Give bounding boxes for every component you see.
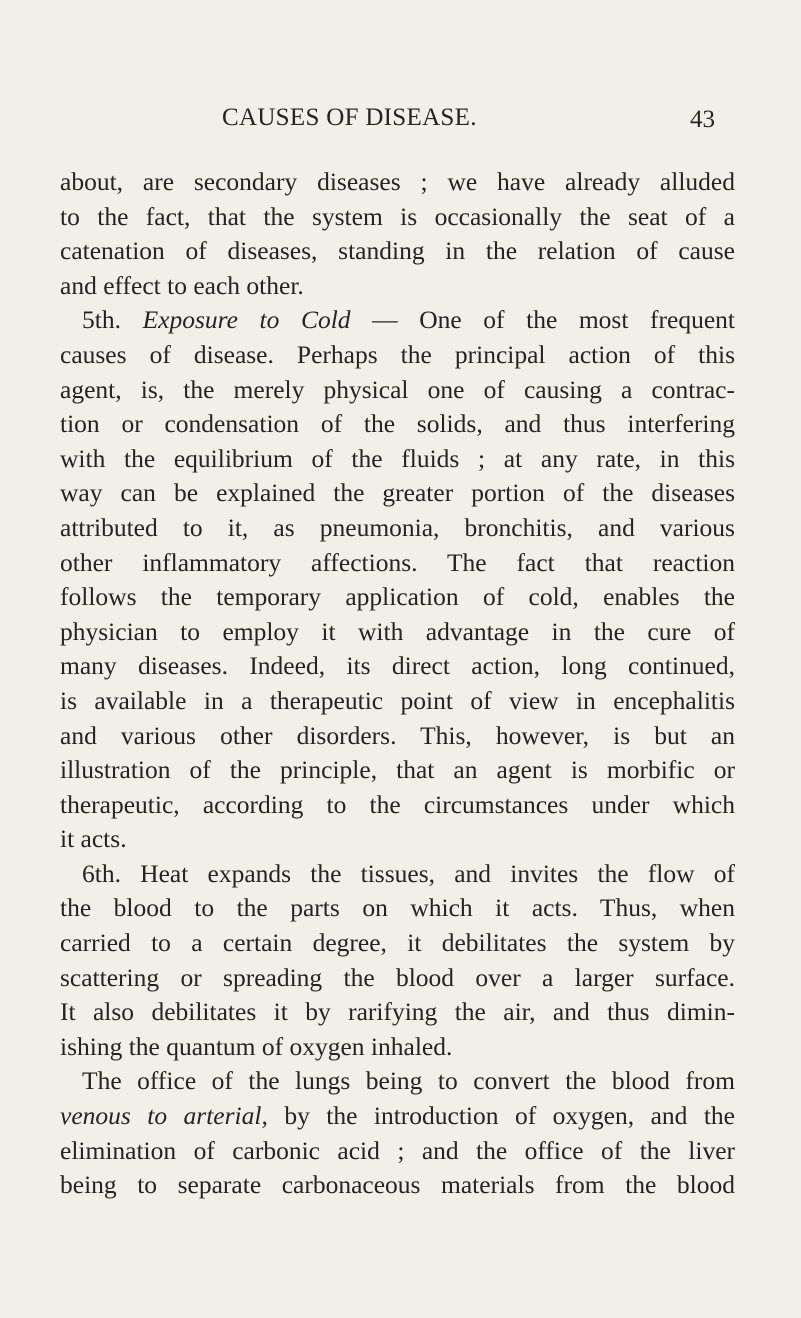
text-line: catenation of diseases, standing in the relation of cause [60, 236, 735, 266]
text-line-heat: 6th. Heat expands the tissues, and invites the flow of [82, 858, 735, 888]
text-line: tion or condensation of the solids, and thus interfering [60, 409, 735, 439]
text-line: other inflammatory affections. The fact that reaction [60, 547, 735, 577]
text-line: causes of disease. Perhaps the principal action of this [60, 339, 735, 369]
text-line: and various other disorders. This, however, is but an [60, 720, 735, 750]
text-line: therapeutic, according to the circumstances under which [60, 789, 735, 819]
text-line: way can be explained the greater portion of the diseases [60, 478, 735, 508]
page-header [0, 104, 801, 138]
text-line: it acts. [60, 824, 127, 854]
text-line: about, are secondary diseases ; we have already alluded [60, 167, 735, 196]
text-span: — One of the most frequent [350, 305, 735, 335]
text-line: elimination of carbonic acid ; and the office of the liver [60, 1135, 735, 1165]
text-line: follows the temporary application of cold, enables the [60, 582, 735, 612]
text-line: carried to a certain degree, it debilitates the system by [60, 928, 735, 958]
text-line: scattering or spreading the blood over a larger surface. [60, 962, 735, 992]
text-span: by the introduction of oxygen, and the [267, 1101, 735, 1131]
text-line: many diseases. Indeed, its direct action, long continued, [60, 651, 735, 681]
italic-phrase: venous to arterial, [60, 1101, 268, 1131]
body-text [60, 165, 735, 1203]
text-line: attributed to it, as pneumonia, bronchitis, and various [60, 512, 735, 542]
text-line: The office of the lungs being to convert the blood from [82, 1066, 735, 1096]
text-line: It also debilitates it by rarifying the air, and thus dimin- [60, 997, 735, 1027]
text-line: with the equilibrium of the fluids ; at any rate, in this [60, 443, 735, 473]
section-number: 5th. [82, 305, 143, 335]
text-line: agent, is, the merely physical one of causing a contrac- [60, 374, 735, 404]
section-heading-italic: Exposure to Cold [142, 305, 351, 335]
text-line: is available in a therapeutic point of view in encephalitis [60, 685, 735, 715]
text-line: the blood to the parts on which it acts. Thus, when [60, 893, 735, 923]
page-number: 43 [690, 106, 715, 133]
text-line: to the fact, that the system is occasionally the seat of a [60, 201, 735, 231]
text-line-venous-to-arterial [60, 1099, 735, 1134]
text-line: being to separate carbonaceous materials from the blood [60, 1170, 735, 1200]
running-head: CAUSES OF DISEASE. [222, 104, 477, 131]
text-line: illustration of the principle, that an agent is morbific or [60, 755, 735, 785]
text-line-exposure-to-cold [60, 303, 735, 338]
text-line: physician to employ it with advantage in the cure of [60, 616, 735, 646]
text-line: and effect to each other. [60, 270, 304, 300]
text-line: ishing the quantum of oxygen inhaled. [60, 1031, 453, 1061]
